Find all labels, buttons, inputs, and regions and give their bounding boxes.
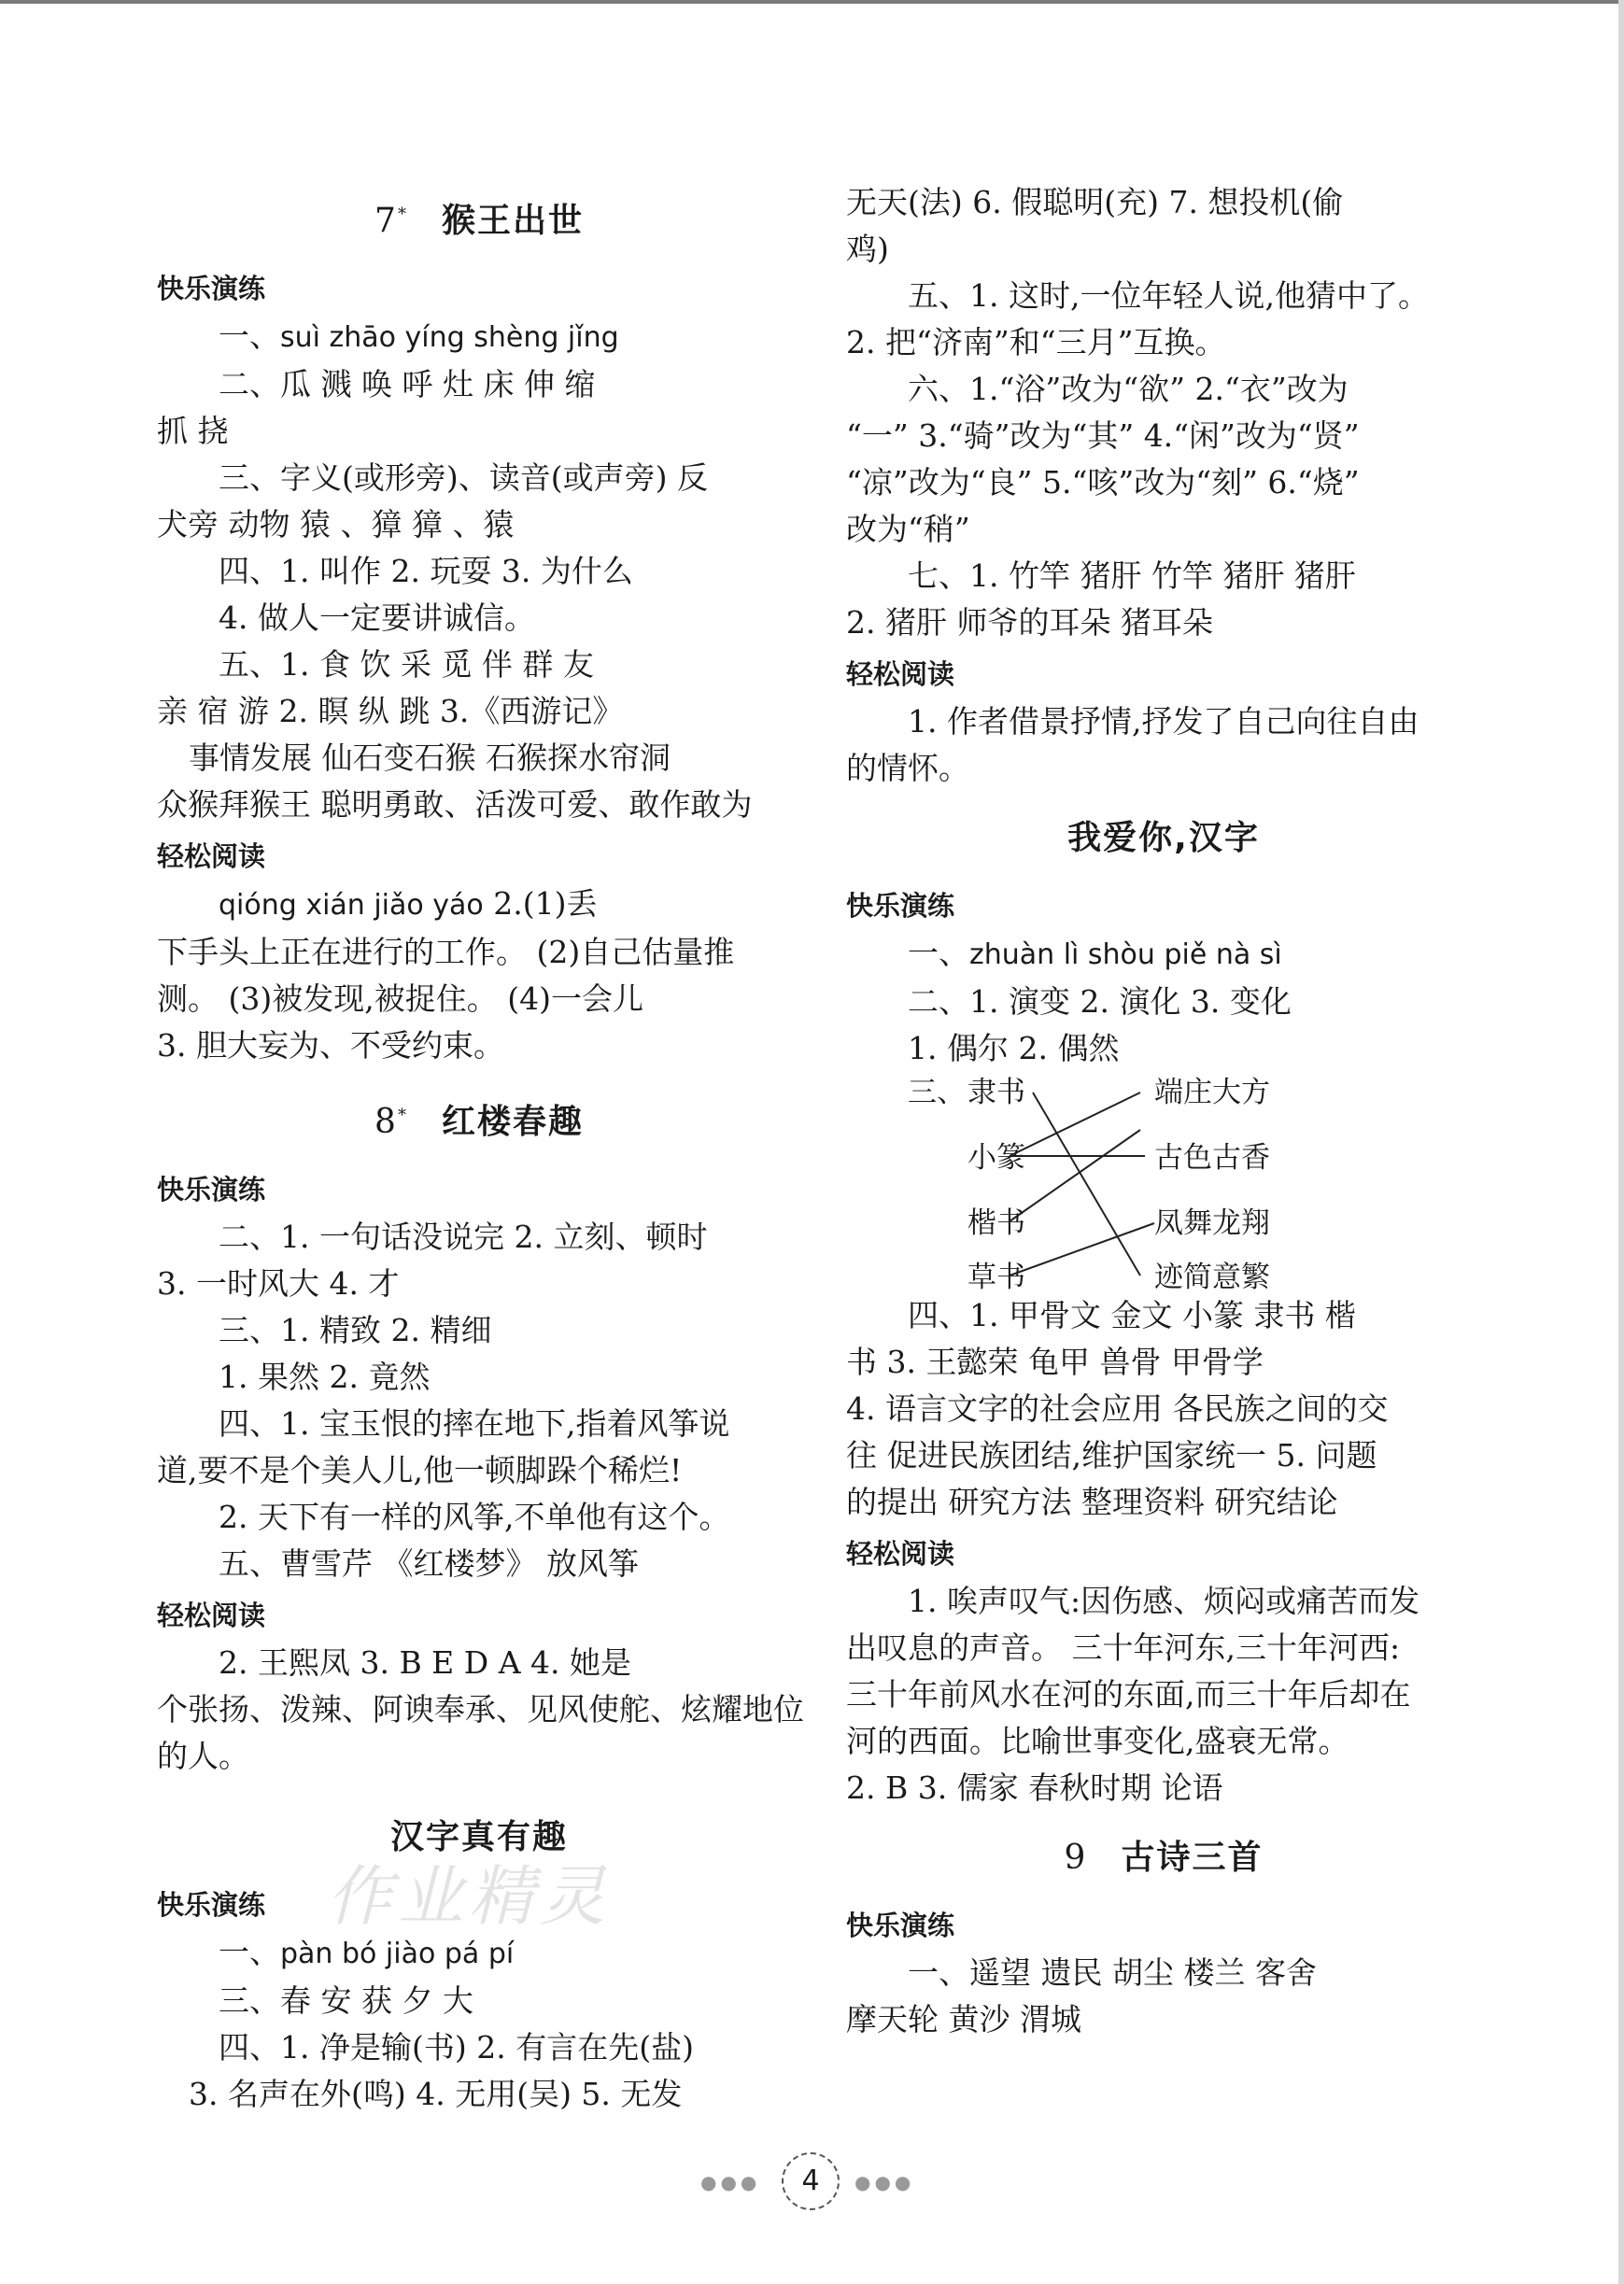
answer-line: 出叹息的声音。 三十年河东,三十年河西:	[846, 1629, 1401, 1666]
subheading-happy-practice: 快乐演练	[846, 890, 955, 922]
answer-line: 三、字义(或形旁)、读音(或声旁) 反	[219, 459, 708, 496]
answer-line: 4. 语言文字的社会应用 各民族之间的交	[846, 1390, 1389, 1427]
subheading-happy-practice: 快乐演练	[157, 273, 266, 304]
answer-line: 二、1. 一句话没说完 2. 立刻、顿时	[219, 1219, 708, 1255]
answer-line: 2. 王熙凤 3. B E D A 4. 她是	[219, 1644, 632, 1681]
match-prefix: 三、	[908, 1076, 966, 1109]
section-title-8: 8* 红楼春趣	[374, 1103, 584, 1141]
match-left-item: 小篆	[967, 1141, 1025, 1175]
answer-line: 四、1. 叫作 2. 玩耍 3. 为什么	[219, 553, 633, 589]
answer-line: 1. 果然 2. 竟然	[219, 1359, 431, 1395]
section-name: 猴王出世	[441, 202, 584, 240]
answer-line: 事情发展 仙石变石猴 石猴探水帘洞	[189, 740, 671, 776]
subheading-happy-practice: 快乐演练	[157, 1889, 266, 1921]
match-right-item: 古色古香	[1154, 1141, 1270, 1175]
answer-line: 往 促进民族团结,维护国家统一 5. 问题	[846, 1437, 1377, 1473]
decorative-dots-right: ●●●	[854, 2171, 915, 2193]
match-left-item: 隶书	[967, 1076, 1025, 1109]
answer-line: 鸡)	[846, 231, 889, 267]
section-number: 7	[374, 202, 398, 240]
answer-line: 犬旁 动物 猿 、獐 獐 、猿	[157, 506, 515, 543]
subheading-easy-reading: 轻松阅读	[846, 1538, 955, 1570]
answer-line: 一、pàn bó jiào pá pí	[219, 1934, 515, 1970]
answer-line: 摩天轮 黄沙 渭城	[846, 2001, 1081, 2037]
match-line	[1010, 1223, 1154, 1276]
answer-line: 2. 天下有一样的风筝,不单他有这个。	[219, 1499, 730, 1535]
answer-line: 无天(法) 6. 假聪明(充) 7. 想投机(偷	[846, 184, 1344, 220]
section-title-love-hanzi: 我爱你,汉字	[1067, 819, 1260, 857]
subheading-easy-reading: 轻松阅读	[157, 840, 266, 872]
answer-line: 1. 唉声叹气:因伤感、烦闷或痛苦而发	[908, 1583, 1420, 1619]
answer-line: 改为“稍”	[846, 511, 970, 547]
section-number: 9	[1064, 1839, 1088, 1877]
answer-line: 五、曹雪芹 《红楼梦》 放风筝	[219, 1545, 639, 1582]
subheading-happy-practice: 快乐演练	[846, 1910, 955, 1941]
answer-line: 2. B 3. 儒家 春秋时期 论语	[846, 1769, 1223, 1806]
matching-exercise	[846, 1072, 1369, 1294]
match-left-item: 草书	[967, 1261, 1025, 1294]
watermark: 作业精灵	[327, 1858, 611, 1935]
answer-line: 一、suì zhāo yíng shèng jǐng	[219, 317, 619, 354]
answer-line: “凉”改为“良” 5.“咳”改为“刻” 6.“烧”	[846, 464, 1360, 501]
answer-line: qióng xián jiǎo yáo 2.(1)丢	[219, 885, 598, 922]
answer-line: 书 3. 王懿荣 龟甲 兽骨 甲骨学	[846, 1344, 1264, 1380]
answer-line: 3. 胆大妄为、不受约束。	[157, 1027, 504, 1064]
answer-line: 三、1. 精致 2. 精细	[219, 1312, 492, 1348]
answer-line: 2. 猪肝 师爷的耳朵 猪耳朵	[846, 604, 1213, 641]
answer-line: 4. 做人一定要讲诚信。	[219, 599, 535, 636]
answer-line: 三十年前风水在河的东面,而三十年后却在	[846, 1676, 1411, 1713]
subheading-easy-reading: 轻松阅读	[157, 1600, 266, 1631]
subheading-happy-practice: 快乐演练	[157, 1174, 266, 1205]
answer-line: 1. 作者借景抒情,抒发了自己向往自由	[908, 703, 1419, 740]
page-edge-shadow	[1618, 0, 1624, 2284]
answer-line: 的提出 研究方法 整理资料 研究结论	[846, 1484, 1338, 1520]
match-right-item: 迹简意繁	[1154, 1261, 1270, 1294]
right-column	[846, 179, 1481, 2043]
answer-line: 众猴拜猴王 聪明勇敢、活泼可爱、敢作敢为	[157, 786, 753, 823]
left-column	[157, 168, 804, 2118]
section-title-9	[846, 1832, 1481, 1884]
page-number: 4	[782, 2152, 840, 2210]
answer-line: 2. 把“济南”和“三月”互换。	[846, 324, 1226, 360]
match-line	[1010, 1093, 1140, 1156]
answer-line: 五、1. 食 饮 采 觅 伴 群 友	[219, 646, 594, 683]
answer-line: 3. 一时风大 4. 才	[157, 1265, 400, 1302]
decorative-dots-left: ●●●	[700, 2171, 761, 2193]
section-title-hanzi-fun: 汉字真有趣	[389, 1818, 568, 1856]
answer-line: 3. 名声在外(鸣) 4. 无用(吴) 5. 无发	[189, 2076, 683, 2112]
section-name: 红楼春趣	[441, 1103, 584, 1141]
match-left-item: 楷书	[967, 1206, 1025, 1240]
answer-line: 四、1. 净是输(书) 2. 有言在先(盐)	[219, 2029, 694, 2065]
answer-line: 六、1.“浴”改为“欲” 2.“衣”改为	[908, 371, 1349, 407]
subheading-easy-reading: 轻松阅读	[846, 658, 955, 690]
answer-line: 七、1. 竹竿 猪肝 竹竿 猪肝 猪肝	[908, 557, 1356, 594]
answer-line: 四、1. 宝玉恨的摔在地下,指着风筝说	[219, 1405, 730, 1442]
answer-line: 测。 (3)被发现,被捉住。 (4)一会儿	[157, 980, 643, 1017]
answer-line: 三、春 安 获 夕 大	[219, 1982, 473, 2019]
section-name: 古诗三首	[1121, 1839, 1264, 1877]
answer-line: 的人。	[157, 1738, 249, 1774]
top-border	[0, 0, 1624, 4]
answer-line: 一、遥望 遗民 胡尘 楼兰 客舍	[908, 1954, 1317, 1991]
match-right-item: 凤舞龙翔	[1154, 1206, 1270, 1240]
answer-line: 的情怀。	[846, 750, 969, 786]
match-line	[1010, 1130, 1140, 1221]
answer-line: 道,要不是个美人儿,他一顿脚跺个稀烂!	[157, 1452, 683, 1488]
answer-line: 二、1. 演变 2. 演化 3. 变化	[908, 983, 1292, 1020]
answer-line: 下手头上正在进行的工作。 (2)自己估量推	[157, 934, 735, 970]
answer-line: 五、1. 这时,一位年轻人说,他猜中了。	[908, 277, 1429, 314]
section-number: 8	[374, 1103, 398, 1141]
answer-line: 1. 偶尔 2. 偶然	[908, 1030, 1120, 1066]
match-right-item: 端庄大方	[1154, 1076, 1270, 1109]
answer-line: 抓 挠	[157, 413, 229, 449]
answer-line: 四、1. 甲骨文 金文 小篆 隶书 楷	[908, 1297, 1356, 1333]
answer-line: “一” 3.“骑”改为“其” 4.“闲”改为“贤”	[846, 417, 1360, 454]
answer-line: 个张扬、泼辣、阿谀奉承、见风使舵、炫耀地位	[157, 1691, 804, 1727]
answer-line: 二、瓜 溅 唤 呼 灶 床 伸 缩	[219, 366, 596, 402]
answer-line: 河的西面。比喻世事变化,盛衰无常。	[846, 1723, 1349, 1759]
answer-line: 亲 宿 游 2. 瞑 纵 跳 3.《西游记》	[157, 693, 624, 729]
section-title-7: 7* 猴王出世	[374, 202, 584, 240]
answer-line: 一、zhuàn lì shòu piě nà sì	[908, 935, 1282, 971]
